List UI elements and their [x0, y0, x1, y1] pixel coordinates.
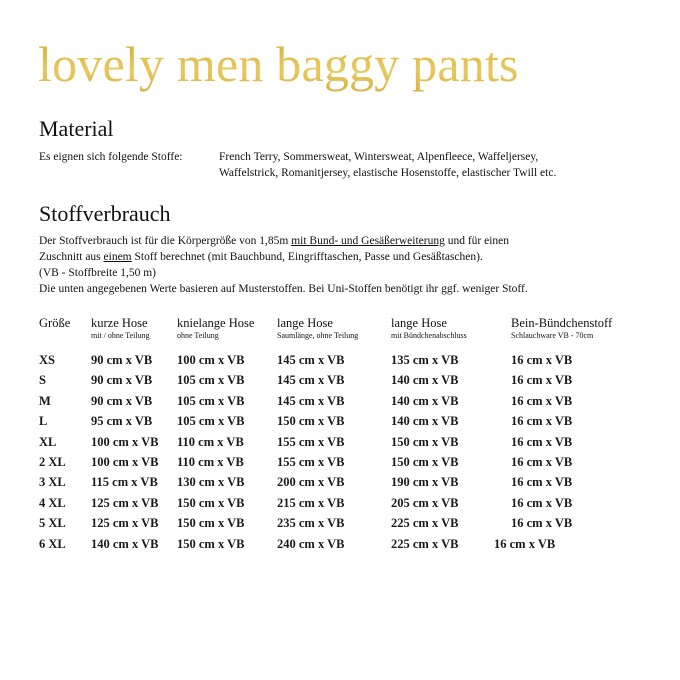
page-title: lovely men baggy pants	[38, 36, 519, 92]
value-cell-short-pants: 90 cm x VB	[91, 353, 153, 367]
value-cell-long-pants: 155 cm x VB	[277, 455, 345, 469]
value-cell-long-pants-cuff: 135 cm x VB	[391, 353, 459, 367]
description-line-1	[39, 233, 659, 249]
column-header-label: knielange Hose	[177, 316, 255, 330]
value-cell-short-pants: 100 cm x VB	[91, 455, 159, 469]
table-row	[39, 352, 659, 372]
value-cell-short-pants: 90 cm x VB	[91, 373, 153, 388]
size-cell: 5 XL	[39, 516, 66, 531]
material-line-1: French Terry, Sommersweat, Wintersweat, Alpenfleece, Waffeljersey,	[219, 151, 539, 163]
column-header-short-pants	[91, 316, 150, 341]
value-cell-long-pants-cuff: 150 cm x VB	[391, 434, 459, 449]
value-cell-cuff-fabric: 16 cm x VB	[511, 373, 573, 388]
column-header-sublabel: mit Bündchenabschluss	[391, 331, 467, 340]
table-row	[39, 393, 659, 413]
column-header-long-pants-cuff	[391, 316, 467, 341]
column-header-sublabel: ohne Teilung	[177, 331, 219, 340]
value-cell-knee-pants: 105 cm x VB	[177, 373, 245, 388]
table-row	[39, 536, 659, 556]
column-header-size	[39, 316, 70, 331]
value-cell-short-pants: 100 cm x VB	[91, 434, 159, 449]
value-cell-long-pants-cuff: 140 cm x VB	[391, 414, 459, 429]
text-segment: Der Stoffverbrauch ist für die Körpergröße von 1,85m	[39, 235, 292, 247]
value-cell-cuff-fabric: 16 cm x VB	[511, 434, 573, 449]
column-header-label: kurze Hose	[91, 316, 148, 330]
column-header-sublabel: Schlauchware VB - 70cm	[511, 331, 594, 340]
value-cell-cuff-fabric: 16 cm x VB	[511, 495, 573, 510]
size-cell: L	[39, 414, 48, 429]
value-cell-long-pants: 235 cm x VB	[277, 516, 345, 531]
value-cell-long-pants-cuff: 150 cm x VB	[391, 455, 459, 469]
column-header-label: lange Hose	[391, 316, 447, 330]
underlined-text: mit Bund- und Gesäßerweiterung	[291, 235, 445, 247]
value-cell-short-pants: 125 cm x VB	[91, 495, 159, 510]
table-row	[39, 372, 659, 392]
value-cell-short-pants: 140 cm x VB	[91, 536, 159, 551]
value-cell-cuff-fabric: 16 cm x VB	[511, 455, 573, 469]
material-fabric-list	[219, 149, 649, 181]
value-cell-knee-pants: 100 cm x VB	[177, 353, 245, 367]
underlined-text: einem	[103, 251, 132, 263]
stoffverbrauch-heading: Stoffverbrauch	[39, 201, 171, 226]
value-cell-cuff-fabric: 16 cm x VB	[511, 516, 573, 531]
value-cell-knee-pants: 130 cm x VB	[177, 475, 245, 490]
value-cell-cuff-fabric: 16 cm x VB	[494, 536, 556, 551]
table-row	[39, 454, 659, 474]
table-row	[39, 434, 659, 454]
value-cell-long-pants: 145 cm x VB	[277, 353, 345, 367]
value-cell-long-pants: 150 cm x VB	[277, 414, 345, 429]
column-header-long-pants	[277, 316, 358, 341]
value-cell-knee-pants: 150 cm x VB	[177, 495, 245, 510]
value-cell-long-pants: 155 cm x VB	[277, 434, 345, 449]
value-cell-knee-pants: 150 cm x VB	[177, 536, 245, 551]
value-cell-long-pants-cuff: 225 cm x VB	[391, 516, 459, 531]
value-cell-long-pants: 215 cm x VB	[277, 495, 345, 510]
column-header-label: Größe	[39, 316, 71, 330]
table-row	[39, 413, 659, 433]
value-cell-knee-pants: 105 cm x VB	[177, 414, 245, 429]
size-cell: S	[39, 373, 46, 388]
value-cell-knee-pants: 110 cm x VB	[177, 455, 244, 469]
size-cell: 4 XL	[39, 495, 66, 510]
value-cell-cuff-fabric: 16 cm x VB	[511, 393, 573, 408]
size-cell: XL	[39, 434, 57, 449]
value-cell-short-pants: 125 cm x VB	[91, 516, 159, 531]
text-segment: und für einen	[444, 235, 510, 247]
table-row	[39, 495, 659, 515]
value-cell-short-pants: 90 cm x VB	[91, 393, 153, 408]
description-line-3: (VB - Stoffbreite 1,50 m)	[39, 267, 157, 279]
value-cell-knee-pants: 105 cm x VB	[177, 393, 245, 408]
description-line-2	[39, 249, 659, 265]
value-cell-long-pants-cuff: 225 cm x VB	[391, 536, 459, 551]
column-header-sublabel: Saumlänge, ohne Teilung	[277, 331, 359, 340]
value-cell-cuff-fabric: 16 cm x VB	[511, 414, 573, 429]
table-row	[39, 474, 659, 494]
size-cell: 6 XL	[39, 536, 66, 551]
value-cell-cuff-fabric: 16 cm x VB	[511, 353, 573, 367]
table-row	[39, 515, 659, 535]
size-cell: M	[39, 393, 51, 408]
size-cell: XS	[39, 353, 55, 367]
column-header-cuff-fabric	[511, 316, 612, 341]
value-cell-short-pants: 95 cm x VB	[91, 414, 153, 429]
column-header-label: lange Hose	[277, 316, 333, 330]
text-segment: Stoff berechnet (mit Bauchbund, Eingrifftaschen, Passe und Gesäßtaschen).	[131, 251, 483, 263]
text-segment: Zuschnitt aus	[39, 251, 104, 263]
column-header-label: Bein-Bündchenstoff	[511, 316, 613, 330]
value-cell-long-pants-cuff: 140 cm x VB	[391, 393, 459, 408]
column-header-sublabel: mit / ohne Teilung	[91, 331, 150, 340]
value-cell-long-pants-cuff: 205 cm x VB	[391, 495, 459, 510]
value-cell-knee-pants: 150 cm x VB	[177, 516, 245, 531]
value-cell-cuff-fabric: 16 cm x VB	[511, 475, 573, 490]
stoffverbrauch-description	[39, 233, 659, 297]
value-cell-long-pants: 145 cm x VB	[277, 393, 345, 408]
value-cell-long-pants-cuff: 140 cm x VB	[391, 373, 459, 388]
material-line-2: Waffelstrick, Romanitjersey, elastische Hosenstoffe, elastischer Twill etc.	[219, 167, 557, 179]
size-cell: 2 XL	[39, 455, 66, 469]
size-cell: 3 XL	[39, 475, 66, 490]
column-header-knee-pants	[177, 316, 254, 341]
value-cell-long-pants: 145 cm x VB	[277, 373, 345, 388]
value-cell-long-pants: 240 cm x VB	[277, 536, 345, 551]
value-cell-long-pants: 200 cm x VB	[277, 475, 345, 490]
value-cell-knee-pants: 110 cm x VB	[177, 434, 244, 449]
material-heading: Material	[39, 116, 114, 141]
material-label: Es eignen sich folgende Stoffe:	[39, 151, 183, 163]
description-line-4: Die unten angegebenen Werte basieren auf Musterstoffen. Bei Uni-Stoffen benötigt ihr ggf. weniger Stoff.	[39, 283, 528, 295]
value-cell-short-pants: 115 cm x VB	[91, 475, 158, 490]
value-cell-long-pants-cuff: 190 cm x VB	[391, 475, 459, 490]
